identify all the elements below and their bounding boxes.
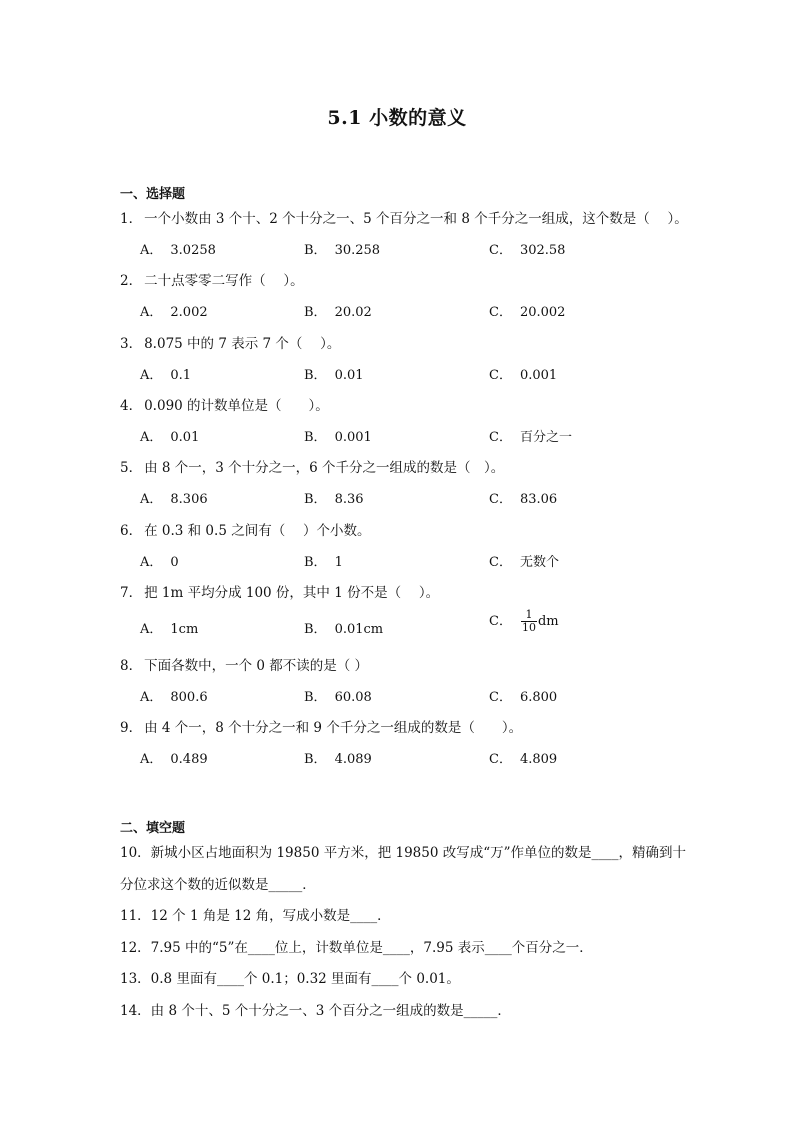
fraction-unit: dm: [537, 614, 559, 629]
page-title: 5.1 小数的意义: [327, 107, 467, 129]
question-number: 4．: [120, 398, 143, 414]
option-a: A． 0.1: [140, 368, 192, 383]
question-10-line-1: 10．新城小区占地面积为 19850 平方米，把 19850 改写成“万”作单位的数是____，精确到十: [120, 845, 687, 861]
question-6: [120, 519, 371, 539]
option-c: C． 0.001: [489, 368, 558, 383]
question-number: 1．: [120, 211, 143, 227]
option-a: A． 0.01: [140, 430, 200, 445]
options-row-1: [140, 239, 660, 259]
question-text: 由 4 个一，8 个十分之一和 9 个千分之一组成的数是（ ）。: [144, 720, 523, 736]
options-row-6: [140, 551, 660, 571]
options-row-3: [140, 364, 660, 384]
question-13: 13．0.8 里面有____个 0.1；0.32 里面有____个 0.01。: [120, 971, 460, 987]
question-4: [120, 394, 329, 414]
options-row-4: [140, 426, 660, 446]
option-a: A． 0: [140, 555, 179, 570]
fraction-numerator: 1: [521, 609, 537, 622]
options-row-2: [140, 301, 660, 321]
question-text: 由 8 个一，3 个十分之一，6 个千分之一组成的数是（ ）。: [144, 460, 505, 476]
question-text: 0.090 的计数单位是（ ）。: [144, 398, 329, 414]
option-c: C． 百分之一: [489, 430, 572, 445]
question-text: 下面各数中，一个 0 都不读的是（ ）: [144, 658, 369, 674]
question-7: [120, 581, 439, 601]
options-row-7: [140, 608, 660, 638]
question-5: [120, 456, 504, 476]
question-9: [120, 716, 522, 736]
question-11: 11．12 个 1 角是 12 角，写成小数是____．: [120, 908, 391, 924]
question-1: [120, 207, 688, 227]
option-c: C． $\frac{1}{10}$ dm: [489, 608, 559, 634]
question-12: 12．7.95 中的“5”在____位上，计数单位是____，7.95 表示____个百分之一．: [120, 940, 593, 956]
option-b: B． 0.01: [304, 368, 364, 383]
option-a: A． 800.6: [140, 690, 208, 705]
question-number: 6．: [120, 523, 143, 539]
option-c: C． 20.002: [489, 305, 566, 320]
option-b: B． 4.089: [304, 752, 372, 767]
options-row-8: [140, 686, 660, 706]
option-c: C． 无数个: [489, 555, 559, 570]
question-text: 二十点零零二写作（ ）。: [144, 273, 304, 289]
question-8: [120, 654, 368, 674]
option-c: C． 302.58: [489, 243, 566, 258]
fraction: [521, 609, 537, 634]
fraction-denominator: 10: [521, 621, 536, 634]
option-b: B． 20.02: [304, 305, 372, 320]
option-c: C． 83.06: [489, 492, 558, 507]
question-number: 8．: [120, 658, 143, 674]
question-number: 5．: [120, 460, 143, 476]
option-b: B． 0.01cm: [304, 622, 384, 637]
options-row-9: [140, 748, 660, 768]
question-number: 3．: [120, 336, 143, 352]
option-a: A． 8.306: [140, 492, 208, 507]
question-text: 把 1m 平均分成 100 份，其中 1 份不是（ ）。: [144, 585, 440, 601]
option-b: B． 0.001: [304, 430, 372, 445]
option-b: B． 8.36: [304, 492, 364, 507]
question-number: 7．: [120, 585, 143, 601]
option-a: A． 3.0258: [140, 243, 216, 258]
option-b: B． 60.08: [304, 690, 372, 705]
question-number: 9．: [120, 720, 143, 736]
question-text: 一个小数由 3 个十、2 个十分之一、5 个百分之一和 8 个千分之一组成，这个数是（ ）。: [144, 211, 688, 227]
question-text: 8.075 中的 7 表示 7 个（ ）。: [144, 336, 341, 352]
question-2: [120, 269, 304, 289]
question-10-line-2: 分位求这个数的近似数是_____．: [120, 877, 316, 893]
question-3: [120, 332, 340, 352]
option-c: C． 6.800: [489, 690, 558, 705]
option-b: B． 30.258: [304, 243, 381, 258]
option-a: A． 1cm: [140, 622, 199, 637]
section-heading-fill-in: 二、填空题: [120, 821, 186, 836]
question-14: 14．由 8 个十、5 个十分之一、3 个百分之一组成的数是_____．: [120, 1003, 511, 1019]
options-row-5: [140, 488, 660, 508]
option-a: A． 0.489: [140, 752, 208, 767]
option-a: A． 2.002: [140, 305, 208, 320]
section-heading-multiple-choice: 一、选择题: [120, 187, 186, 202]
option-b: B． 1: [304, 555, 343, 570]
question-number: 2．: [120, 273, 143, 289]
question-text: 在 0.3 和 0.5 之间有（ ）个小数。: [144, 523, 371, 539]
option-c: C． 4.809: [489, 752, 558, 767]
